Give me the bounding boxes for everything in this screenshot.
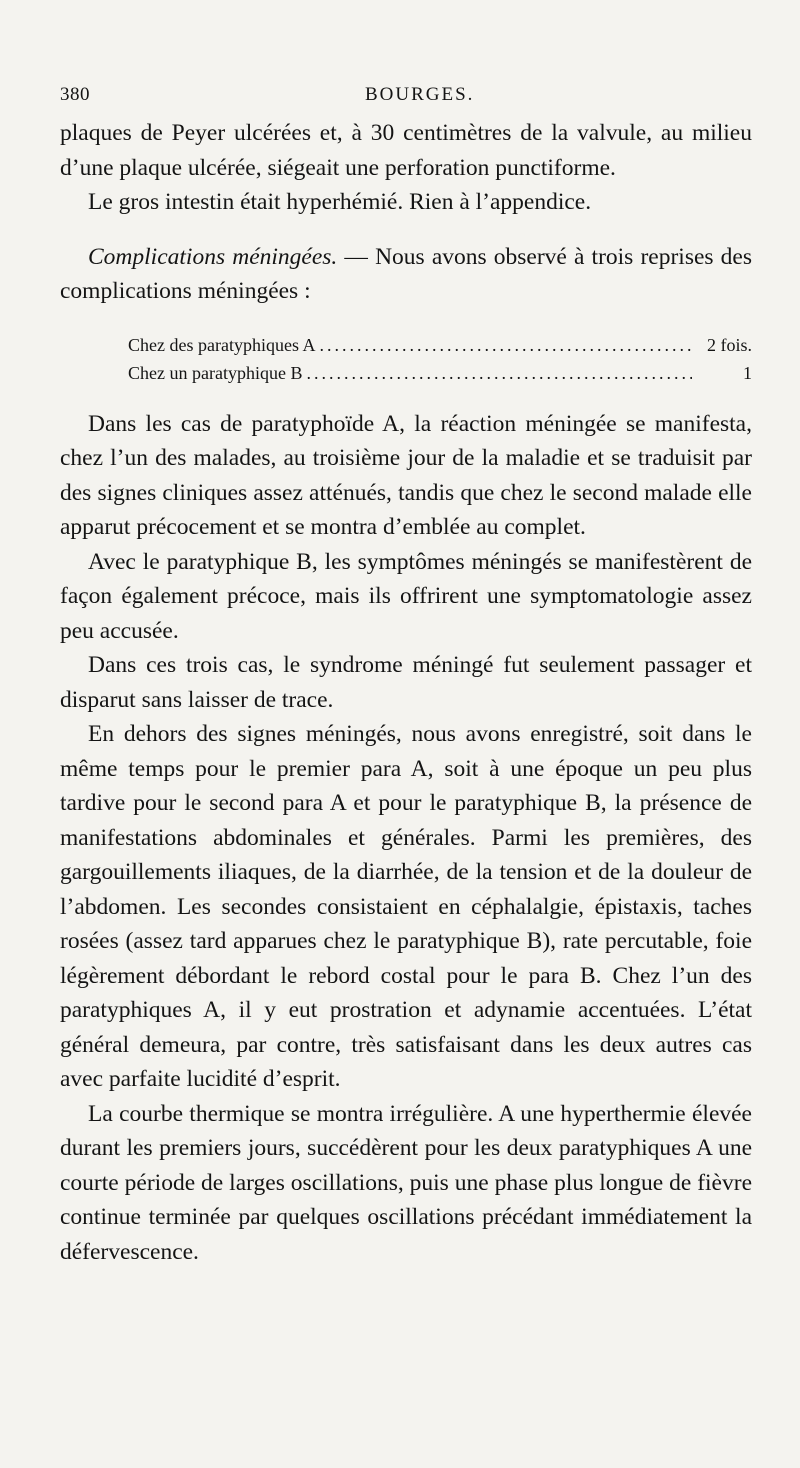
page-body xyxy=(60,116,752,1269)
table-row xyxy=(128,359,752,387)
paragraph-4: Dans les cas de paratyphoïde A, la réaction méningée se manifesta, chez l’un des malades, au troisième jour de la maladie et se traduisit par des signes cliniques assez atténués, tandis que chez le second malade elle apparut précocement et se montra d’emblée au complet. xyxy=(60,410,752,540)
paragraph-7: En dehors des signes méningés, nous avons enregistré, soit dans le même temps pour le premier para A, soit à une époque un peu plus tardive pour le second para A et pour le paratyphique B, la présence de manifestations abdominales et générales. Parmi les premières, des gargouillements iliaques, de la diarrhée, de la tension et de la douleur de l’abdomen. Les secondes consistaient en céphalalgie, épistaxis, taches rosées (assez tard apparues chez le paratyphique B), rate percutable, foie légèrement débordant le rebord costal pour le para B. Chez l’un des paratyphiques A, il y eut prostration et adynamie accentuées. L’état général demeura, par contre, très satisfaisant dans les deux autres cas avec parfaite lucidité d’esprit. xyxy=(60,721,752,1092)
section-title: Complications méningées. xyxy=(88,243,338,270)
running-head: BOURGES. xyxy=(365,84,475,105)
page-header xyxy=(60,84,750,114)
paragraph-2: Le gros intestin était hyperhémié. Rien à l’appendice. xyxy=(88,189,592,215)
leader-dots xyxy=(319,331,692,359)
leader-dots xyxy=(306,359,692,387)
paragraph-6: Dans ces trois cas, le syndrome méningé fut seulement passager et disparut sans laisser de trace. xyxy=(60,652,752,713)
table-row-label: Chez des paratyphiques A xyxy=(128,334,316,355)
paragraph-1: plaques de Peyer ulcérées et, à 30 centimètres de la valvule, au milieu d’une plaque ulcérée, siégeait une perforation punctiforme. xyxy=(60,120,752,181)
table-row-value: 2 fois. xyxy=(707,334,752,355)
paragraph-5: Avec le paratyphique B, les symptômes méningés se manifestèrent de façon également précoce, mais ils offrirent une symptomatologie assez peu accusée. xyxy=(60,548,752,644)
page-number: 380 xyxy=(60,84,90,105)
paragraph-8: La courbe thermique se montra irrégulière. A une hyperthermie élevée durant les premiers jours, succédèrent pour les deux paratyphiques A une courte période de larges oscillations, puis une phase plus longue de fièvre continue terminée par quelques oscillations précédant immédiatement la défervescence. xyxy=(60,1100,752,1265)
section-paragraph xyxy=(60,240,752,309)
table-row-value: 1 xyxy=(743,362,752,383)
section-text: — Nous avons observé à trois reprises des complications méningées : xyxy=(60,243,753,304)
table-row-label: Chez un paratyphique B xyxy=(128,362,303,383)
occurrence-table xyxy=(60,331,752,387)
table-row xyxy=(128,331,752,359)
